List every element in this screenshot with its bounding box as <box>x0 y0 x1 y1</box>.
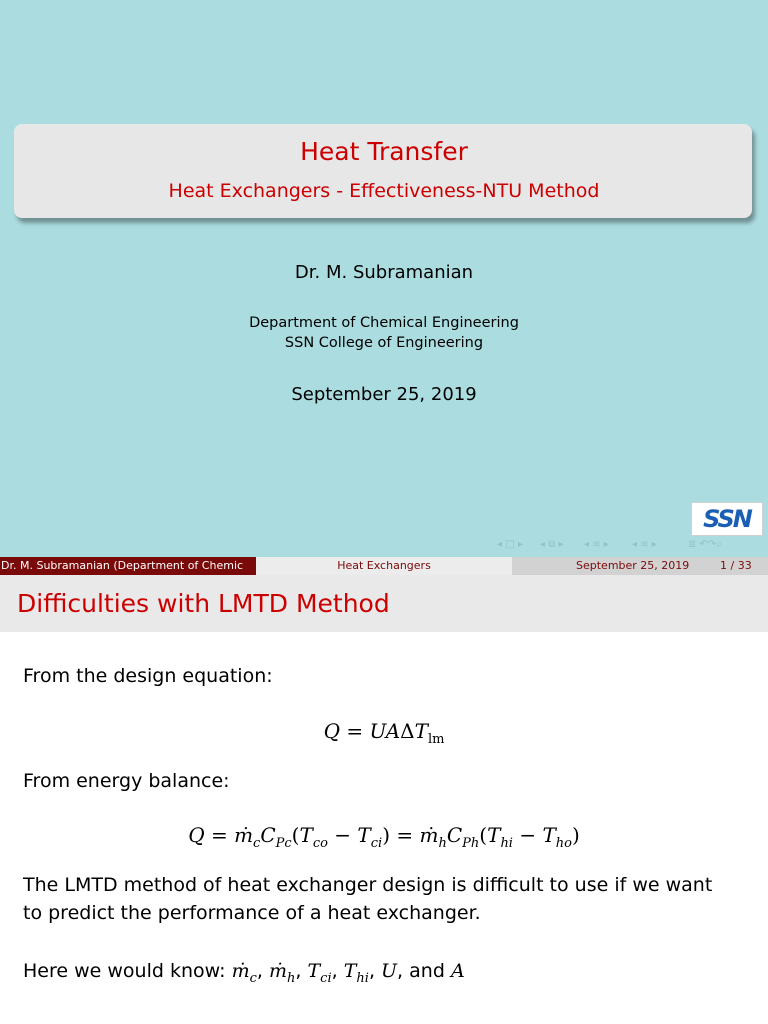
frame-header <box>0 575 768 632</box>
footer-date: September 25, 2019 <box>576 559 690 572</box>
college-name: SSN College of Engineering <box>284 335 484 351</box>
footer-title: Heat Exchangers <box>256 557 512 575</box>
institution <box>0 313 768 353</box>
energy-balance-equation: $Q = ṁ_cC_{Pc}(T_{co} - T_{ci})$ = $ṁ_hC_{Ph}(T_{hi} - T_{ho})$ <box>188 823 580 851</box>
presentation-title: Heat Transfer <box>300 137 468 166</box>
nav-frame-icon[interactable]: ◂ ⧉ ▸ <box>540 539 564 550</box>
text-design-equation: From the design equation: <box>23 665 273 687</box>
footer-author: Dr. M. Subramanian (Department of Chemic <box>0 557 256 575</box>
content-slide <box>0 575 768 1024</box>
footer-right <box>512 557 768 575</box>
text-known-variables: Here we would know: ṁ$_c$, ṁ$_h$, $T_{ci}$, $T_{hi}$, U, and A <box>23 960 465 986</box>
author-name: Dr. M. Subramanian <box>294 262 474 283</box>
footer-page-number: 1 / 33 <box>720 559 752 572</box>
presentation-subtitle: Heat Exchangers - Effectiveness-NTU Method <box>168 180 600 202</box>
nav-search-icon[interactable]: ≣ ↶↷⌕ <box>688 539 722 550</box>
nav-subsection-icon[interactable]: ◂ ≡ ▸ <box>584 539 609 550</box>
presentation-date: September 25, 2019 <box>291 384 477 405</box>
beamer-footer <box>0 557 768 575</box>
department-name: Department of Chemical Engineering <box>249 315 519 331</box>
text-energy-balance: From energy balance: <box>23 770 230 792</box>
design-equation: $Q = UA\Delta T_{lm}$ <box>323 719 445 747</box>
frame-title: Difficulties with LMTD Method <box>17 589 390 618</box>
text-lmtd-line1: The LMTD method of heat exchanger design is difficult to use if we want <box>23 874 713 896</box>
ssn-logo: SSN <box>691 502 763 536</box>
text-lmtd-line2: to predict the performance of a heat exchanger. <box>23 902 481 924</box>
nav-section-icon[interactable]: ◂ ≡ ▸ <box>632 539 657 550</box>
nav-prev-icon[interactable]: ◂ □ ▸ <box>497 539 523 550</box>
